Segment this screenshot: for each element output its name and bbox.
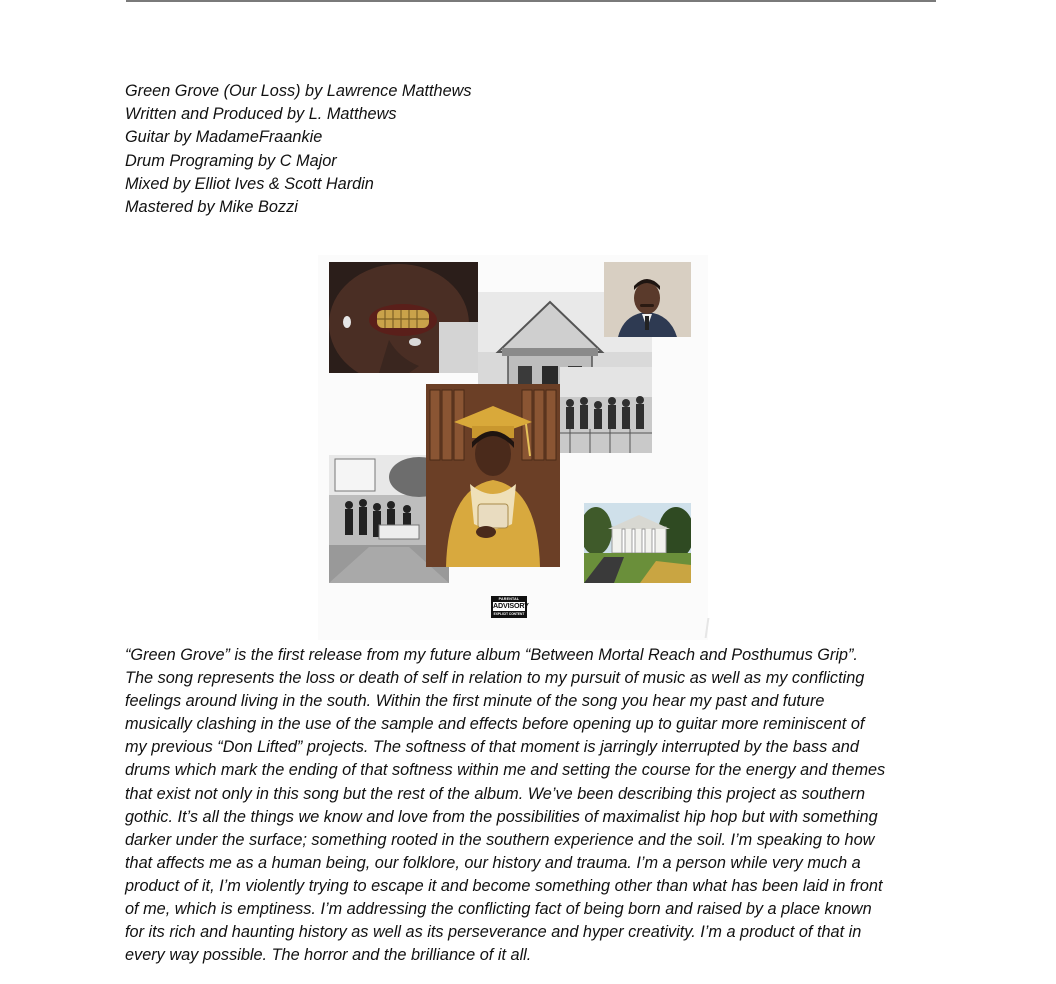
crowd-photo (560, 367, 652, 453)
top-divider (126, 0, 936, 2)
description-line: feelings around living in the south. Within the first minute of the song you hear my past and future (125, 692, 825, 711)
description-line: The song represents the loss or death of self in relation to my pursuit of music as well as my conflicting (125, 669, 865, 688)
description-paragraph (125, 644, 945, 967)
credits-list (125, 80, 472, 219)
description-line: “Green Grove” is the first release from my future album “Between Mortal Reach and Posthumus Grip”. (125, 646, 858, 664)
advisory-main-text: ADVISORY (493, 601, 529, 610)
description-line: product of it, I’m violently trying to escape it and become something other than what has been laid in front (125, 876, 883, 895)
description-line: for its rich and haunting history as well as its perseverance and hyper creativity. I’m a product of that in (125, 923, 862, 942)
parental-advisory-label (491, 596, 527, 618)
credit-line: Mixed by Elliot Ives & Scott Hardin (125, 174, 374, 193)
credit-line: Green Grove (Our Loss) by Lawrence Matthews (125, 82, 472, 100)
album-art-collage (318, 255, 708, 640)
credit-line: Drum Programing by C Major (125, 151, 337, 170)
estate-house-photo (584, 503, 691, 583)
description-line: that affects me as a human being, our folklore, our history and trauma. I’m a person while very much a (125, 853, 861, 872)
description-line: that exist not only in this song but the rest of the album. We’ve been describing this project as southern (125, 784, 866, 803)
description-line: drums which mark the ending of that softness within me and setting the course for the energy and themes (125, 761, 886, 780)
description-line: every way possible. The horror and the brilliance of it all. (125, 946, 532, 965)
credit-line: Mastered by Mike Bozzi (125, 198, 298, 217)
description-line: of me, which is emptiness. I’m addressing the conflicting fact of being born and raised by a place known (125, 900, 872, 919)
portrait-suit-photo (604, 262, 691, 337)
gold-grill-photo (329, 262, 478, 373)
advisory-bottom-text: EXPLICIT CONTENT (493, 611, 525, 616)
credit-line: Guitar by MadameFraankie (125, 128, 323, 147)
credit-line: Written and Produced by L. Matthews (125, 105, 397, 124)
description-line: musically clashing in the use of the sample and effects before opening up to guitar more reminiscent of (125, 715, 865, 734)
description-line: gothic. It’s all the things we know and love from the possibilities of maximalist hip hop but with something (125, 807, 878, 826)
graduation-portrait-photo (426, 384, 560, 567)
description-line: my previous “Don Lifted” projects. The softness of that moment is jarringly interrupted by the bass and (125, 738, 859, 757)
advisory-top-text: PARENTAL (498, 597, 520, 601)
description-line: darker under the surface; something rooted in the southern experience and the soil. I’m speaking to how (125, 830, 875, 849)
